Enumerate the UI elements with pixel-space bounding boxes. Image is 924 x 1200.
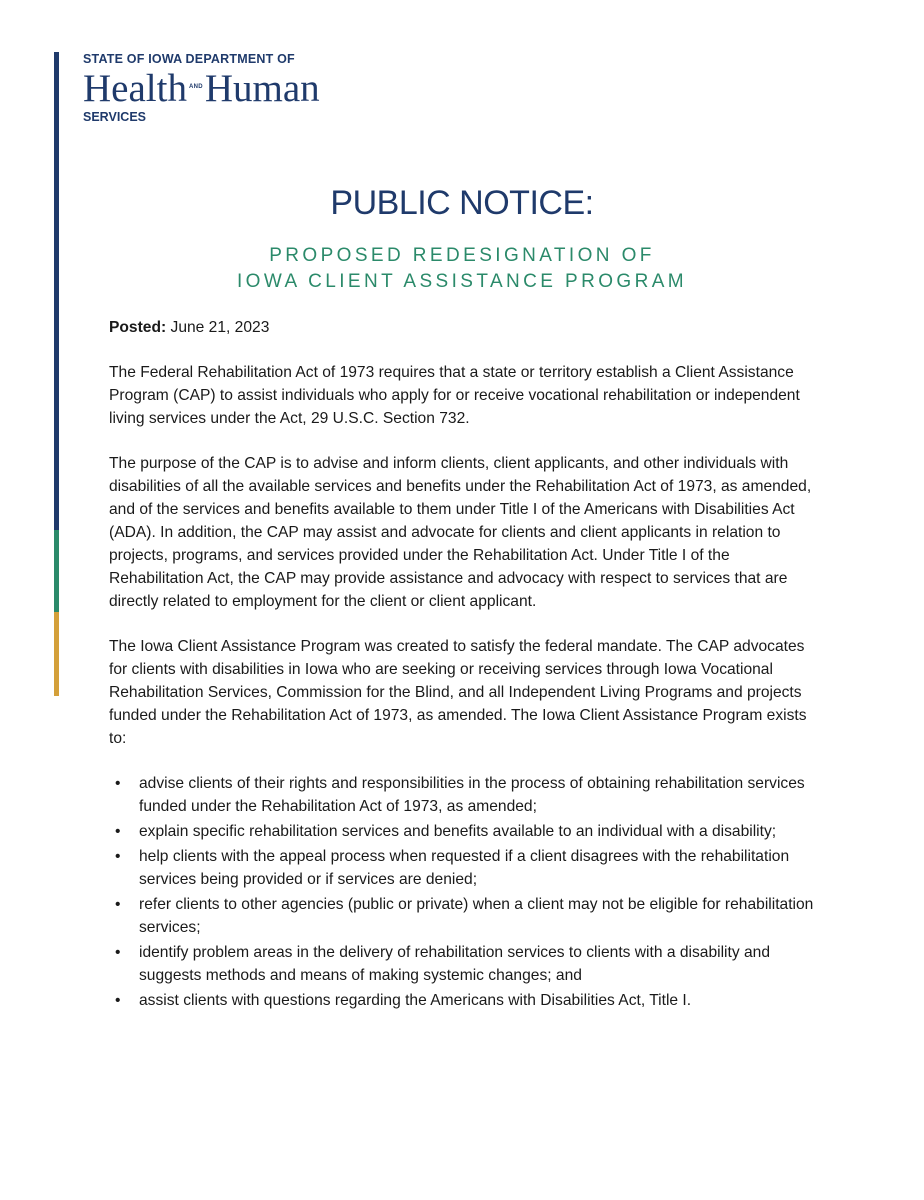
notice-body — [109, 316, 821, 1014]
list-item — [85, 845, 821, 891]
posted-label: Posted: — [109, 319, 167, 336]
bullet-icon: • — [115, 896, 121, 913]
bullet-icon: • — [115, 775, 121, 792]
paragraph: The purpose of the CAP is to advise and inform clients, client applicants, and other individuals with disabilities of all the available services and benefits under the Rehabilitation Act of 1973, as amended, and of the services and benefits available to them under Title I of the Americans with Disabilities Act (ADA). In addition, the CAP may assist and advocate for clients and client applicants in relation to projects, programs, and services provided under the Rehabilitation Act. Under Title I of the Rehabilitation Act, the CAP may provide assistance and advocacy with respect to services that are directly related to employment for the client or client applicant. — [109, 455, 812, 610]
logo-top-line: STATE OF IOWA DEPARTMENT OF — [83, 52, 295, 66]
list-item-text: refer clients to other agencies (public or private) when a client may not be eligible for rehabilitation services; — [139, 896, 814, 936]
list-item-text: identify problem areas in the delivery of rehabilitation services to clients with a disability and suggests methods and means of making systemic changes; and — [139, 944, 770, 984]
logo-wordmark — [83, 68, 320, 108]
list-item — [85, 772, 821, 818]
subtitle-line-1: PROPOSED REDESIGNATION OF — [269, 245, 655, 266]
page-title: PUBLIC NOTICE: — [330, 184, 594, 222]
logo-bottom-line: SERVICES — [83, 110, 146, 124]
posted-date: June 21, 2023 — [166, 319, 270, 336]
list-item-text: advise clients of their rights and responsibilities in the process of obtaining rehabilitation services funded under the Rehabilitation Act of 1973, as amended; — [139, 775, 805, 815]
bullet-icon: • — [115, 823, 121, 840]
bullet-icon: • — [115, 848, 121, 865]
paragraph: The Federal Rehabilitation Act of 1973 requires that a state or territory establish a Client Assistance Program (CAP) to assist individuals who apply for or receive vocational rehabilitation or independent living services under the Act, 29 U.S.C. Section 732. — [109, 364, 800, 427]
list-item-text: assist clients with questions regarding the Americans with Disabilities Act, Title I. — [139, 992, 692, 1009]
list-item — [85, 820, 821, 843]
list-item — [85, 989, 821, 1012]
posted-line — [109, 316, 821, 339]
purpose-list — [109, 772, 821, 1012]
accent-bar-green — [54, 530, 59, 612]
page-subtitle — [0, 243, 924, 295]
paragraph: The Iowa Client Assistance Program was created to satisfy the federal mandate. The CAP advocates for clients with disabilities in Iowa who are seeking or receiving services through Iowa Vocational Rehabilitation Services, Commission for the Blind, and all Independent Living Programs and projects funded under the Rehabilitation Act of 1973, as amended. The Iowa Client Assistance Program exists to: — [109, 638, 807, 747]
accent-bar-gold — [54, 612, 59, 696]
subtitle-line-2: IOWA CLIENT ASSISTANCE PROGRAM — [236, 271, 688, 292]
hhs-logo — [83, 52, 320, 124]
bullet-icon: • — [115, 992, 121, 1009]
logo-word-and: AND — [188, 84, 203, 90]
list-item-text: help clients with the appeal process when requested if a client disagrees with the rehabilitation services being provided or if services are denied; — [139, 848, 790, 888]
logo-word-human: Human — [204, 67, 320, 110]
list-item-text: explain specific rehabilitation services and benefits available to an individual with a disability; — [139, 823, 777, 840]
bullet-icon: • — [115, 944, 121, 961]
list-item — [85, 893, 821, 939]
logo-word-health: Health — [83, 67, 187, 110]
list-item — [85, 941, 821, 987]
